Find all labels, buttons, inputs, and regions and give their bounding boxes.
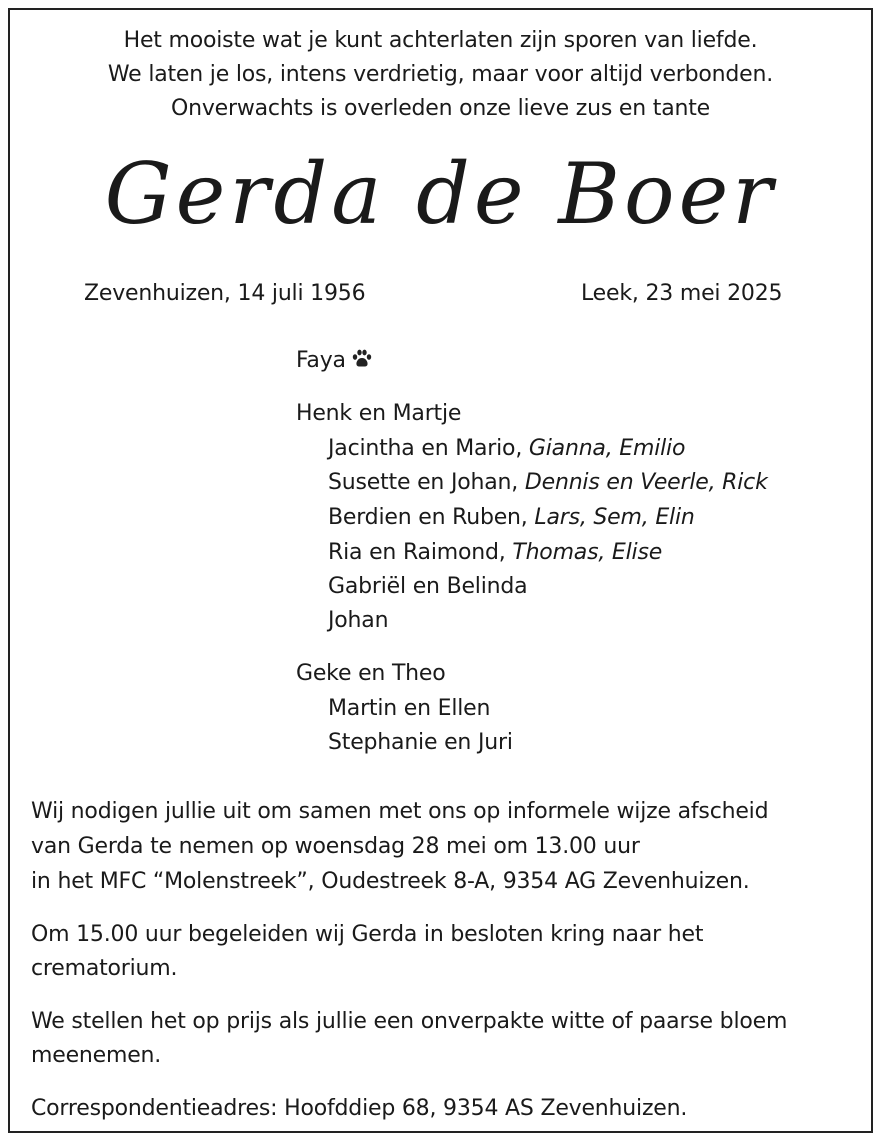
- family-member: Berdien en Ruben, Lars, Sem, Elin: [328, 505, 695, 530]
- family-head-2: Geke en Theo: [296, 661, 446, 686]
- family-member: Susette en Johan, Dennis en Veerle, Rick: [328, 470, 768, 495]
- deceased-name: Gerda de Boer: [104, 145, 777, 243]
- family-member: Stephanie en Juri: [328, 730, 513, 755]
- invitation-line-3: in het MFC “Molenstreek”, Oudestreek 8-A, 9354 AG Zevenhuizen.: [31, 869, 750, 894]
- flowers-line-1: We stellen het op prijs als jullie een onverpakte witte of paarse bloem: [31, 1009, 788, 1034]
- correspondence-address: Correspondentieadres: Hoofddiep 68, 9354 AS Zevenhuizen.: [31, 1096, 688, 1121]
- family-member: Johan: [328, 608, 389, 633]
- pet-line: [296, 348, 374, 377]
- family-member: Jacintha en Mario, Gianna, Emilio: [328, 436, 686, 461]
- family-member: Gabriël en Belinda: [328, 574, 528, 599]
- pet-name: Faya: [296, 348, 346, 373]
- intro-line-1: Het mooiste wat je kunt achterlaten zijn sporen van liefde.: [123, 28, 758, 53]
- paw-print-icon: [350, 348, 374, 377]
- cremation-line-2: crematorium.: [31, 956, 178, 981]
- intro-line-3: Onverwachts is overleden onze lieve zus en tante: [171, 96, 710, 121]
- death-place-date: Leek, 23 mei 2025: [581, 281, 783, 306]
- family-member: Martin en Ellen: [328, 696, 491, 721]
- flowers-line-2: meenemen.: [31, 1043, 162, 1068]
- birth-place-date: Zevenhuizen, 14 juli 1956: [84, 281, 366, 306]
- family-member: Ria en Raimond, Thomas, Elise: [328, 540, 663, 565]
- cremation-line-1: Om 15.00 uur begeleiden wij Gerda in besloten kring naar het: [31, 922, 704, 947]
- intro-line-2: We laten je los, intens verdrietig, maar voor altijd verbonden.: [107, 62, 774, 87]
- family-head-1: Henk en Martje: [296, 401, 462, 426]
- invitation-line-1: Wij nodigen jullie uit om samen met ons op informele wijze afscheid: [31, 799, 769, 824]
- invitation-line-2: van Gerda te nemen op woensdag 28 mei om 13.00 uur: [31, 834, 640, 859]
